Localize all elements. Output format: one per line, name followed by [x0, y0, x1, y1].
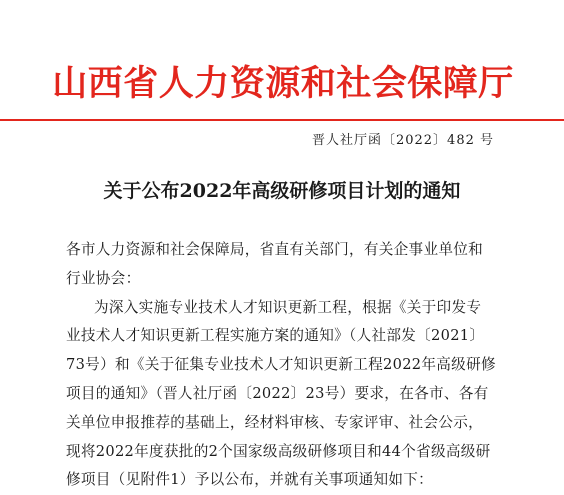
salutation-line-2: 行业协会：: [66, 269, 141, 287]
document-number: 晋人社厅函〔2022〕482 号: [311, 133, 494, 148]
letterhead-issuer: 山西省人力资源和社会保障厅: [52, 63, 514, 104]
paragraph-line-3: 73号）和《关于征集专业技术人才知识更新工程2022年高级研修: [66, 356, 496, 374]
salutation-line-1: 各市人力资源和社会保障局，省直有关部门，有关企事业单位和: [66, 241, 484, 258]
paragraph-line-5: 关单位申报推荐的基础上，经材料审核、专家评审、社会公示，: [66, 413, 484, 431]
paragraph-line-4: 项目的通知》（晋人社厅函〔2022〕23号）要求，在各市、各有: [66, 384, 489, 402]
paragraph-line-2: 业技术人才知识更新工程实施方案的通知》（人社部发〔2021〕: [66, 327, 485, 345]
paragraph-line-7: 修项目（见附件1）予以公布，并就有关事项通知如下：: [66, 471, 434, 489]
paragraph-line-1: 为深入实施专业技术人才知识更新工程，根据《关于印发专: [94, 298, 482, 316]
paragraph-line-6: 现将2022年度获批的2个国家级高级研修项目和44个省级高级研: [66, 442, 491, 460]
document-title: 关于公布2022年高级研修项目计划的通知: [103, 180, 461, 202]
document-body: [66, 236, 510, 495]
red-divider-line: [0, 119, 564, 121]
